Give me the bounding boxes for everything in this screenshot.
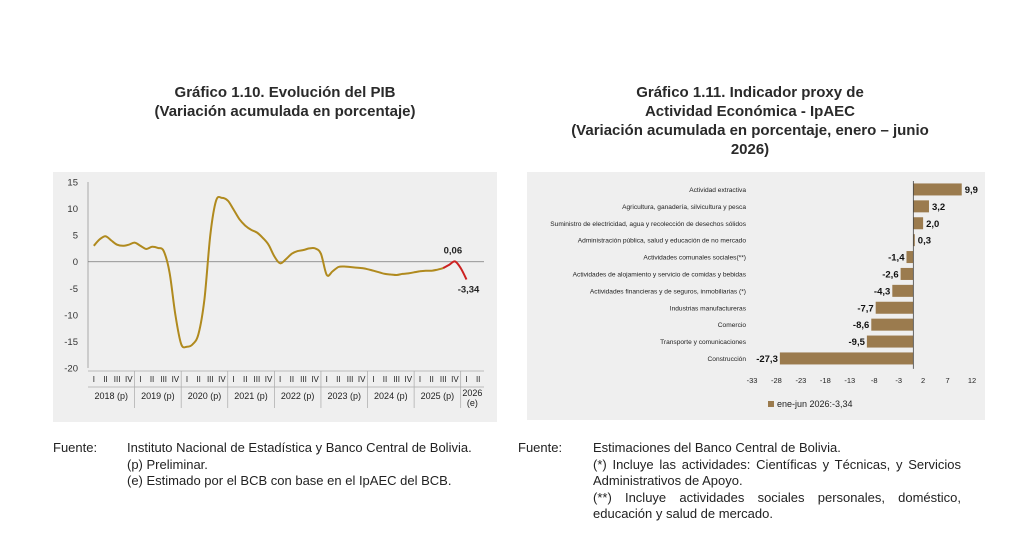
left-title-line-2: (Variación acumulada en porcentaje) <box>154 103 416 120</box>
y-tick-label: -10 <box>64 310 78 322</box>
left-source-line-2: (p) Preliminar. <box>127 456 208 472</box>
x-tick-label: -23 <box>795 376 807 385</box>
x-tick-label: -28 <box>771 376 782 385</box>
annotation-label: 0,06 <box>443 245 463 257</box>
year-label: 2021 (p) <box>234 391 268 401</box>
quarter-tick-label: IV <box>404 375 413 384</box>
quarter-tick-label: II <box>196 375 201 384</box>
quarter-tick-label: IV <box>171 375 180 384</box>
quarter-tick-label: I <box>185 375 189 384</box>
year-label: 2026 <box>462 388 483 398</box>
bar-value-label: -7,7 <box>857 303 874 315</box>
x-tick-label: 7 <box>945 376 950 385</box>
bar <box>913 217 923 229</box>
quarter-tick-label: I <box>418 375 422 384</box>
year-label: 2019 (p) <box>141 391 175 401</box>
bar-value-label: 2,0 <box>926 218 940 230</box>
category-label: Comercio <box>717 322 746 330</box>
left-source-line-3: (e) Estimado por el BCB con base en el IpAEC del BCB. <box>127 473 452 488</box>
x-tick-label: -13 <box>844 376 856 385</box>
bar <box>892 285 913 297</box>
quarter-tick-label: II <box>475 375 481 384</box>
right-chart-title <box>515 83 985 159</box>
quarter-tick-label: III <box>393 375 400 384</box>
category-label: Actividades de alojamiento y servicio de comidas y bebidas <box>572 271 746 279</box>
bar-value-label: -1,4 <box>888 252 905 264</box>
category-label: Transporte y comunicaciones <box>660 339 746 347</box>
category-label: Construcción <box>707 355 746 363</box>
bar-value-label: -9,5 <box>848 337 865 349</box>
right-title-line-1: Gráfico 1.11. Indicador proxy de <box>636 84 864 101</box>
quarter-tick-label: III <box>206 375 214 384</box>
quarter-tick-label: III <box>113 375 121 384</box>
x-tick-label: -8 <box>870 376 878 385</box>
year-label: 2024 (p) <box>374 391 408 401</box>
x-tick-label: 12 <box>967 376 977 385</box>
y-tick-label: 10 <box>67 204 78 216</box>
quarter-tick-label: I <box>465 375 468 384</box>
right-title-line-3: (Variación acumulada en porcentaje, enero – junio <box>571 122 929 139</box>
quarter-tick-label: I <box>92 375 95 384</box>
bar <box>876 302 914 314</box>
right-title-line-2: Actividad Económica - IpAEC <box>644 103 856 120</box>
quarter-tick-label: II <box>382 375 388 384</box>
quarter-tick-label: III <box>300 375 307 384</box>
bar <box>780 352 913 364</box>
bar-value-label: -8,6 <box>852 320 870 332</box>
bar <box>871 319 913 331</box>
x-tick-label: -18 <box>819 376 831 385</box>
y-tick-label: -15 <box>64 336 78 348</box>
bar-value-label: -4,3 <box>873 286 891 298</box>
legend-swatch <box>768 401 774 407</box>
quarter-tick-label: II <box>103 375 108 384</box>
year-label: 2025 (p) <box>420 391 455 401</box>
quarter-tick-label: IV <box>218 375 226 384</box>
quarter-tick-label: IV <box>451 375 459 384</box>
gdp-estimate-line <box>443 261 466 279</box>
quarter-tick-label: IV <box>264 375 273 384</box>
bar-value-label: -2,6 <box>882 269 899 281</box>
quarter-tick-label: IV <box>357 375 366 384</box>
year-label-suffix: (e) <box>466 398 478 408</box>
quarter-tick-label: II <box>243 375 248 384</box>
bar <box>901 268 914 280</box>
quarter-tick-label: II <box>149 375 155 384</box>
quarter-tick-label: II <box>429 375 434 384</box>
quarter-tick-label: II <box>336 375 341 384</box>
right-source-text <box>593 440 961 523</box>
ipaec-bar-chart <box>527 172 985 420</box>
category-label: Actividades comunales sociales(**) <box>643 254 746 262</box>
quarter-tick-label: I <box>139 375 142 384</box>
bar-value-label: 3,2 <box>931 201 946 213</box>
y-tick-label: -20 <box>64 363 78 375</box>
quarter-tick-label: I <box>372 375 375 384</box>
y-tick-label: -5 <box>69 283 78 295</box>
quarter-tick-label: IV <box>311 375 319 384</box>
right-source-line-1: Estimaciones del Banco Central de Bolivia. <box>593 440 841 455</box>
category-label: Actividades financieras y de seguros, inmobiliarias (*) <box>589 288 746 296</box>
year-label: 2020 (p) <box>187 391 222 401</box>
x-tick-label: -33 <box>746 376 758 385</box>
gdp-series-line <box>94 197 443 347</box>
x-tick-label: -3 <box>895 376 903 385</box>
bar-value-label: 9,9 <box>964 184 978 196</box>
category-label: Actividad extractiva <box>689 186 746 194</box>
left-title-line-1: Gráfico 1.10. Evolución del PIB <box>174 84 396 101</box>
category-label: Administración pública, salud y educación de no mercado <box>577 237 746 245</box>
quarter-tick-label: III <box>253 375 261 384</box>
quarter-tick-label: I <box>279 375 282 384</box>
category-label: Agricultura, ganadería, silvicultura y pesca <box>622 203 746 211</box>
gdp-line-chart-panel <box>53 172 497 422</box>
y-tick-label: 0 <box>72 257 78 269</box>
bar <box>913 200 929 212</box>
left-source-text <box>127 440 495 490</box>
left-chart-title <box>70 83 500 121</box>
year-label: 2018 (p) <box>94 391 129 401</box>
ipaec-bar-chart-panel <box>527 172 985 420</box>
category-label: Industrias manufactureras <box>669 305 746 313</box>
bar-value-label: 0,3 <box>917 235 932 247</box>
category-label: Suministro de electricidad, agua y recolección de desechos sólidos <box>550 220 746 228</box>
quarter-tick-label: III <box>439 375 447 384</box>
right-source-line-2: (*) Incluye las actividades: Científicas y Técnicas, y Servicios Administrativos de Apoyo. <box>593 456 961 488</box>
left-source-label: Fuente: <box>53 440 98 455</box>
quarter-tick-label: II <box>289 375 295 384</box>
annotation-label: -3,34 <box>457 284 480 296</box>
right-title-line-4: 2026) <box>730 141 770 158</box>
quarter-tick-label: I <box>232 375 235 384</box>
quarter-tick-label: IV <box>124 375 133 384</box>
right-source-line-3: (**) Incluye actividades sociales personales, doméstico, educación y salud de mercado. <box>593 489 961 521</box>
left-source-line-1: Instituto Nacional de Estadística y Banco Central de Bolivia. <box>127 440 472 455</box>
year-label: 2023 (p) <box>327 391 362 401</box>
quarter-tick-label: I <box>325 375 328 384</box>
year-label: 2022 (p) <box>280 391 315 401</box>
y-tick-label: 5 <box>72 230 78 242</box>
right-source-label: Fuente: <box>518 440 563 455</box>
bar <box>913 183 961 195</box>
bar <box>906 251 913 263</box>
quarter-tick-label: III <box>346 375 354 384</box>
bar <box>867 336 913 348</box>
bar-value-label: -27,3 <box>756 353 778 365</box>
legend-label: ene-jun 2026:-3,34 <box>777 399 853 409</box>
gdp-line-chart <box>53 172 497 422</box>
quarter-tick-label: III <box>160 375 168 384</box>
y-tick-label: 15 <box>67 177 78 189</box>
x-tick-label: 2 <box>921 376 926 385</box>
